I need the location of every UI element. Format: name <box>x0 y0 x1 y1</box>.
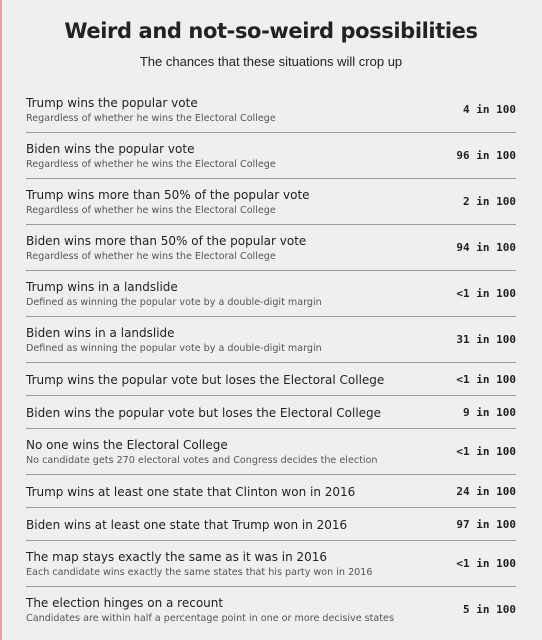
row-note: Defined as winning the popular vote by a double-digit margin <box>26 343 322 354</box>
row-note: Defined as winning the popular vote by a double-digit margin <box>26 297 322 308</box>
row-value: 24 in 100 <box>456 485 516 498</box>
row-value: 31 in 100 <box>456 333 516 346</box>
row-note: Candidates are within half a percentage point in one or more decisive states <box>26 613 394 624</box>
row-note: Regardless of whether he wins the Electoral College <box>26 113 276 124</box>
row-value: 96 in 100 <box>456 149 516 162</box>
row-value: 97 in 100 <box>456 518 516 531</box>
header <box>0 17 542 70</box>
table-row <box>26 225 516 271</box>
table-row <box>26 87 516 133</box>
row-value: 94 in 100 <box>456 241 516 254</box>
row-label: The map stays exactly the same as it was in 2016 <box>26 550 328 564</box>
row-label: Trump wins the popular vote but loses the Electoral College <box>26 373 385 387</box>
row-value: <1 in 100 <box>456 557 516 570</box>
page-title: Weird and not-so-weird possibilities <box>64 19 478 43</box>
row-note: No candidate gets 270 electoral votes and Congress decides the election <box>26 455 378 466</box>
row-note: Regardless of whether he wins the Electoral College <box>26 251 276 262</box>
page-subtitle: The chances that these situations will crop up <box>139 54 403 69</box>
row-label: Biden wins at least one state that Trump won in 2016 <box>26 518 348 532</box>
table-row <box>26 271 516 317</box>
possibilities-table <box>26 87 516 633</box>
row-label: Biden wins in a landslide <box>26 326 175 340</box>
row-value: 5 in 100 <box>463 603 516 616</box>
row-label: Biden wins the popular vote <box>26 142 195 156</box>
table-row <box>26 179 516 225</box>
row-label: Trump wins the popular vote <box>26 96 198 110</box>
row-label: No one wins the Electoral College <box>26 438 228 452</box>
row-value: 2 in 100 <box>463 195 516 208</box>
table-row <box>26 587 516 633</box>
row-label: The election hinges on a recount <box>26 596 224 610</box>
row-label: Trump wins more than 50% of the popular vote <box>26 188 310 202</box>
row-value: <1 in 100 <box>456 445 516 458</box>
row-note: Regardless of whether he wins the Electoral College <box>26 159 276 170</box>
row-value: <1 in 100 <box>456 373 516 386</box>
row-note: Regardless of whether he wins the Electoral College <box>26 205 276 216</box>
row-label: Biden wins the popular vote but loses the Electoral College <box>26 406 382 420</box>
table-row <box>26 541 516 587</box>
row-note: Each candidate wins exactly the same states that his party won in 2016 <box>26 567 373 578</box>
table-row <box>26 429 516 475</box>
table-row <box>26 475 516 508</box>
row-label: Biden wins more than 50% of the popular vote <box>26 234 307 248</box>
row-value: 4 in 100 <box>463 103 516 116</box>
table-row <box>26 317 516 363</box>
table-row <box>26 363 516 396</box>
row-label: Trump wins at least one state that Clinton won in 2016 <box>26 485 356 499</box>
table-row <box>26 396 516 429</box>
table-row <box>26 508 516 541</box>
table-row <box>26 133 516 179</box>
row-value: 9 in 100 <box>463 406 516 419</box>
row-value: <1 in 100 <box>456 287 516 300</box>
left-accent-rule <box>0 0 2 640</box>
row-label: Trump wins in a landslide <box>26 280 178 294</box>
